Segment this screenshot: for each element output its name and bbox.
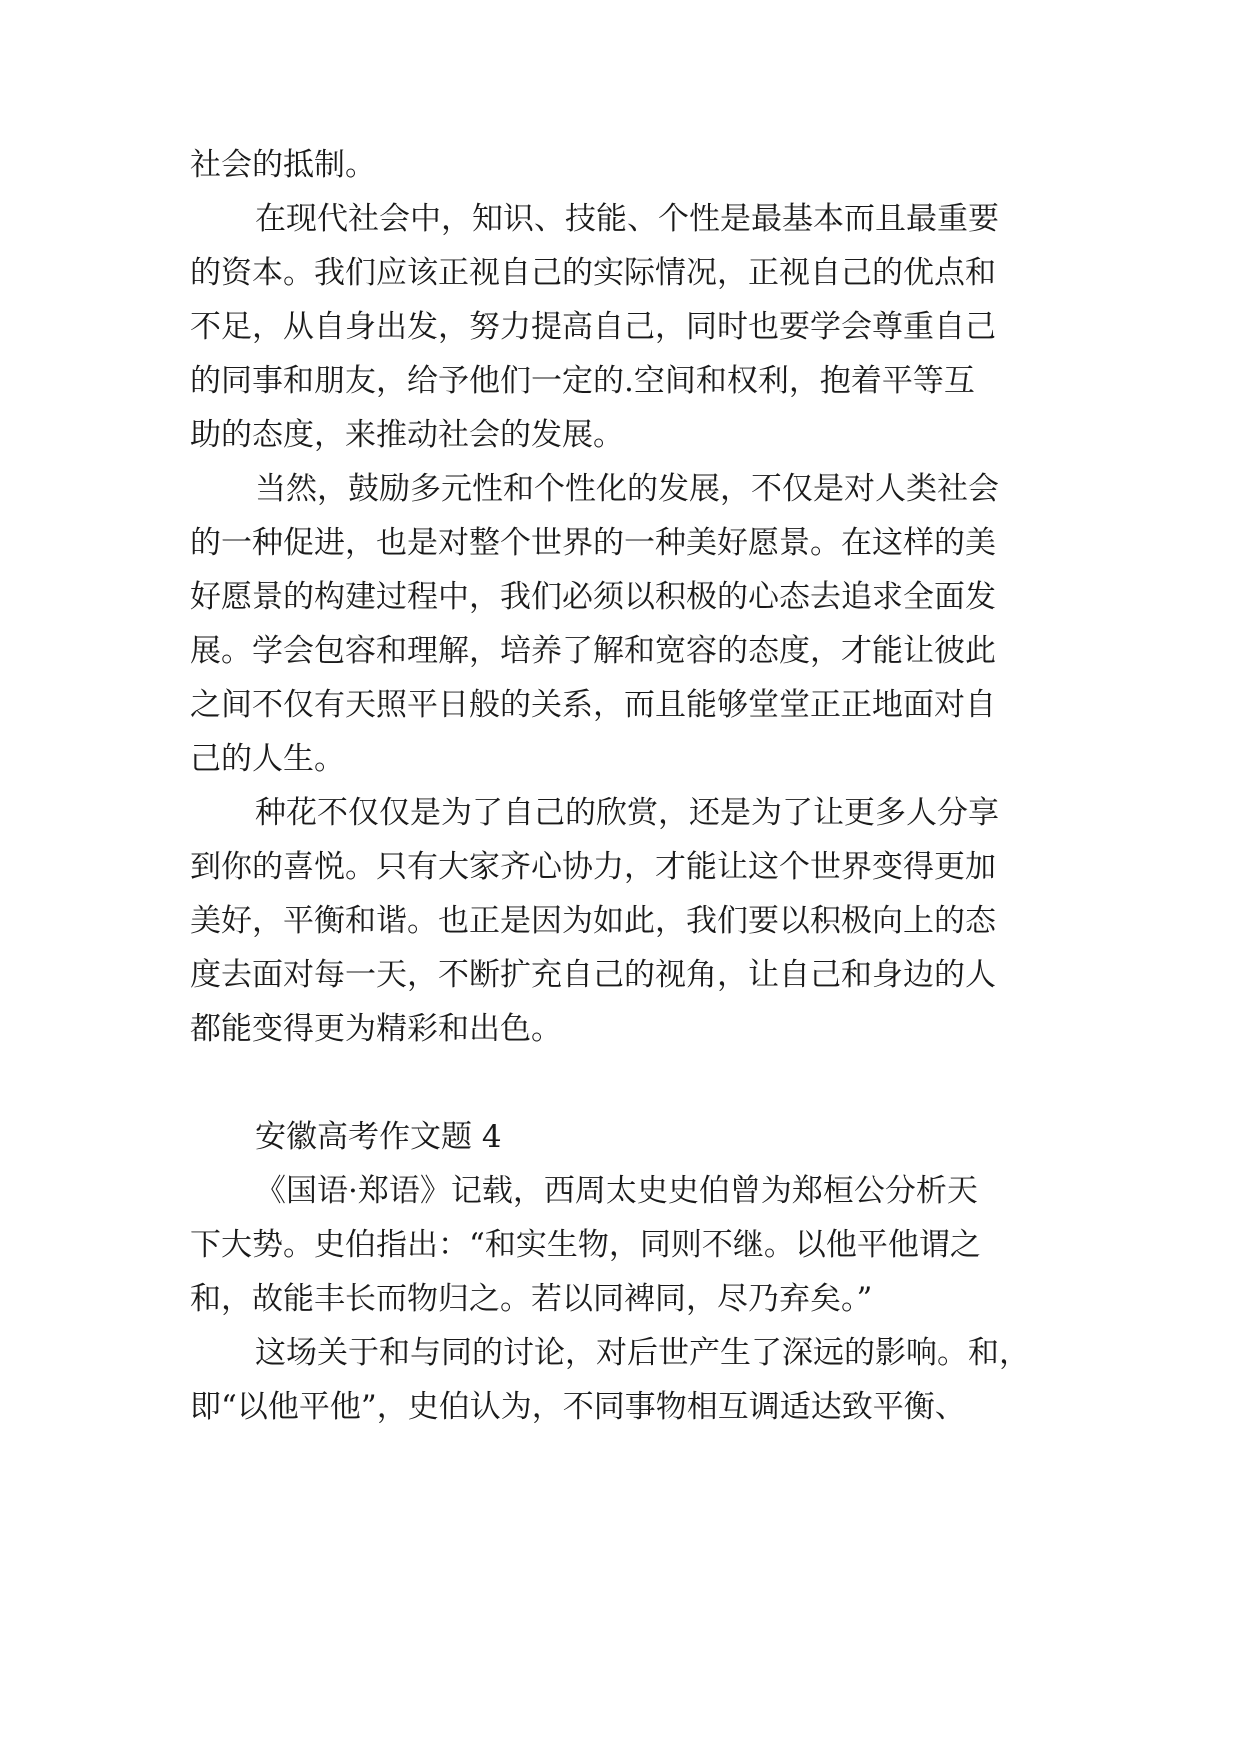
text-line: 好愿景的构建过程中，我们必须以积极的心态去追求全面发 [190, 579, 996, 615]
text-line: 度去面对每一天，不断扩充自己的视角，让自己和身边的人 [190, 957, 996, 993]
text-line: 之间不仅有天照平日般的关系，而且能够堂堂正正地面对自 [190, 687, 996, 723]
text-line: 的资本。我们应该正视自己的实际情况，正视自己的优点和 [190, 255, 996, 291]
text-line: 助的态度，来推动社会的发展。 [190, 417, 624, 453]
text-line: 即“以他平他”，史伯认为，不同事物相互调适达致平衡、 [190, 1389, 966, 1425]
text-line: 美好，平衡和谐。也正是因为如此，我们要以积极向上的态 [190, 903, 996, 939]
text-line: 都能变得更为精彩和出色。 [190, 1011, 562, 1047]
paragraph-first-line: 当然，鼓励多元性和个性化的发展，不仅是对人类社会 [255, 471, 999, 507]
text-line: 和，故能丰长而物归之。若以同裨同，尽乃弃矣。” [190, 1281, 873, 1317]
text-line: 己的人生。 [190, 741, 345, 777]
paragraph-first-line: 种花不仅仅是为了自己的欣赏，还是为了让更多人分享 [255, 795, 999, 831]
text-line: 展。学会包容和理解，培养了解和宽容的态度，才能让彼此 [190, 633, 996, 669]
section-heading: 安徽高考作文题 4 [255, 1119, 502, 1155]
text-line: 不足，从自身出发，努力提高自己，同时也要学会尊重自己 [190, 309, 996, 345]
text-line: 的一种促进，也是对整个世界的一种美好愿景。在这样的美 [190, 525, 996, 561]
text-line: 到你的喜悦。只有大家齐心协力，才能让这个世界变得更加 [190, 849, 996, 885]
text-line: 的同事和朋友，给予他们一定的.空间和权利，抱着平等互 [190, 363, 975, 399]
paragraph-first-line: 这场关于和与同的讨论，对后世产生了深远的影响。和， [255, 1335, 1030, 1371]
paragraph-first-line: 在现代社会中，知识、技能、个性是最基本而且最重要 [255, 201, 999, 237]
text-line: 下大势。史伯指出：“和实生物，同则不继。以他平他谓之 [190, 1227, 981, 1263]
text-line: 社会的抵制。 [190, 147, 376, 183]
paragraph-first-line: 《国语·郑语》记载，西周太史史伯曾为郑桓公分析天 [255, 1173, 978, 1209]
